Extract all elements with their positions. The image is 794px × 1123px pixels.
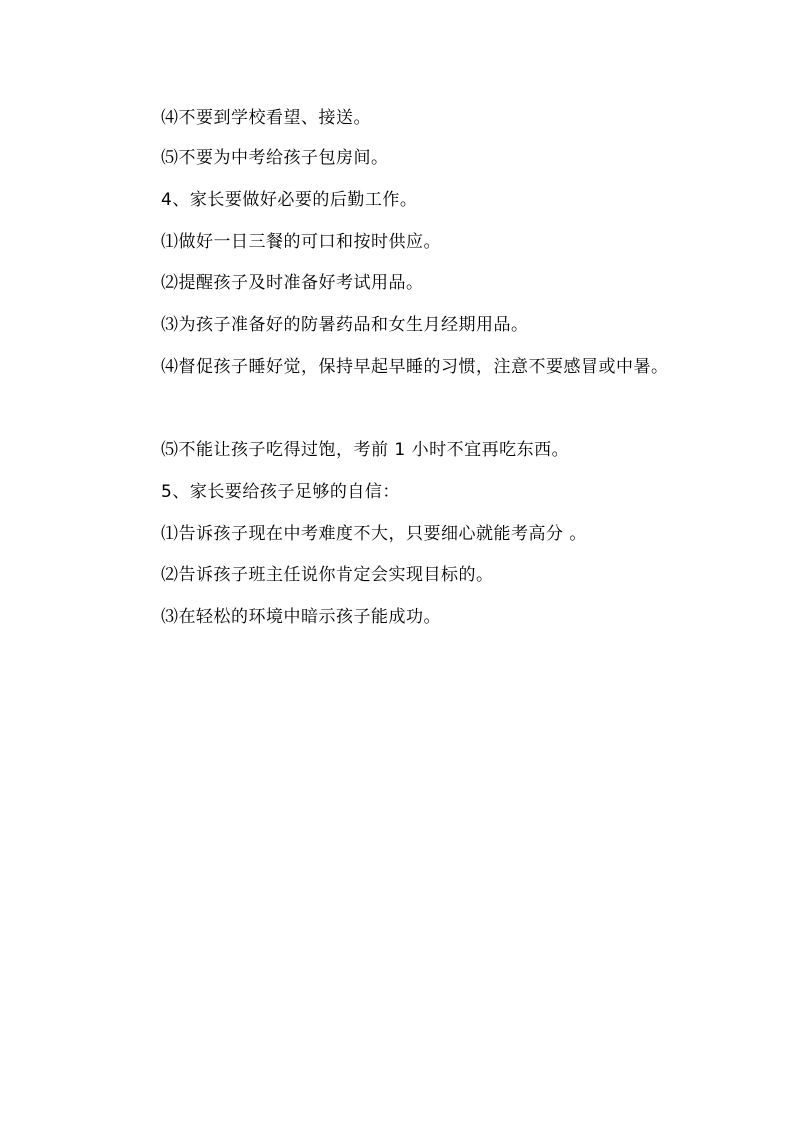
paragraph-item-3-success: ⑶在轻松的环境中暗示孩子能成功。 [161, 607, 441, 627]
paragraph-item-1-meals: ⑴做好一日三餐的可口和按时供应。 [161, 232, 441, 252]
paragraph-item-4-no-school-visits: ⑷不要到学校看望、接送。 [161, 108, 371, 128]
paragraph-item-1-difficulty: ⑴告诉孩子现在中考难度不大，只要细心就能考高分 。 [161, 524, 587, 544]
paragraph-item-3-medicine: ⑶为孩子准备好的防暑药品和女生月经期用品。 [161, 315, 529, 335]
paragraph-item-2-teacher: ⑵告诉孩子班主任说你肯定会实现目标的。 [161, 565, 494, 585]
section-heading-4-logistics: 4、家长要做好必要的后勤工作。 [161, 190, 418, 210]
paragraph-item-5-no-hotel-room: ⑸不要为中考给孩子包房间。 [161, 148, 389, 168]
paragraph-item-5-eating: ⑸不能让孩子吃得过饱，考前 1 小时不宜再吃东西。 [161, 440, 570, 460]
paragraph-item-4-sleep: ⑷督促孩子睡好觉，保持早起早睡的习惯，注意不要感冒或中暑。 [161, 357, 669, 377]
paragraph-item-2-exam-supplies: ⑵提醒孩子及时准备好考试用品。 [161, 273, 424, 293]
section-heading-5-confidence: 5、家长要给孩子足够的自信： [161, 482, 400, 502]
